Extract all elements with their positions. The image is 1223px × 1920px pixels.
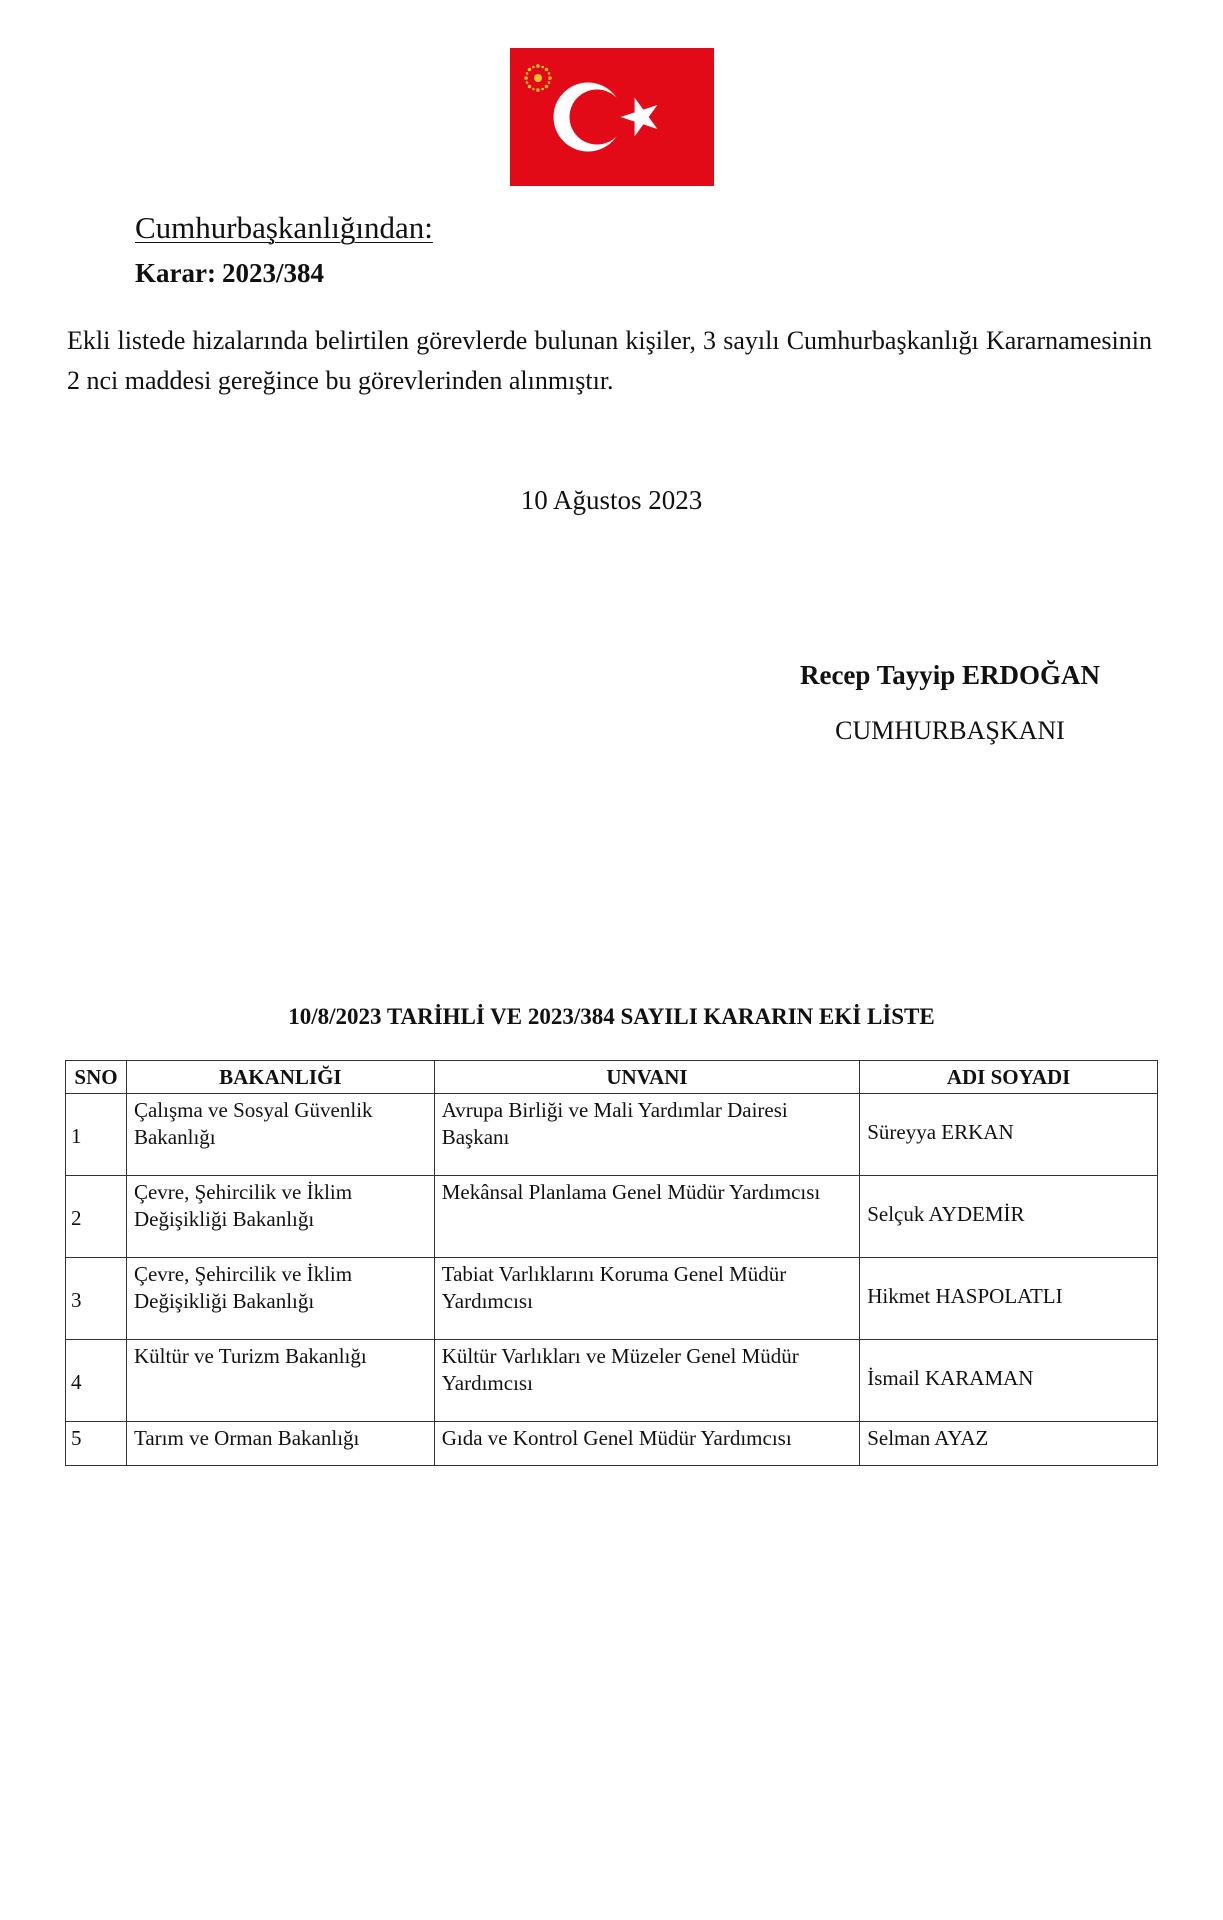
- table-row: [66, 1176, 1158, 1258]
- table-row: [66, 1094, 1158, 1176]
- column-header-name: ADI SOYADI: [860, 1061, 1158, 1094]
- row-ministry: Tarım ve Orman Bakanlığı: [126, 1422, 434, 1466]
- crescent-star-emblem: [510, 48, 714, 186]
- signer-name: Recep Tayyip ERDOĞAN: [799, 660, 1101, 690]
- row-sno: 4: [66, 1340, 127, 1422]
- decision-body: Ekli listede hizalarında belirtilen görevlerde bulunan kişiler, 3 sayılı Cumhurbaşkanlığı Kararnamesinin 2 nci maddesi gereğince bu görevlerinden alınmıştır.: [67, 326, 1152, 395]
- row-title: Mekânsal Planlama Genel Müdür Yardımcısı: [434, 1176, 860, 1258]
- appointment-list-table: [65, 1060, 1158, 1466]
- row-name: Selman AYAZ: [860, 1422, 1158, 1466]
- column-header-title: UNVANI: [434, 1061, 860, 1094]
- row-ministry: Çevre, Şehircilik ve İklim Değişikliği Bakanlığı: [126, 1258, 434, 1340]
- list-title: 10/8/2023 TARİHLİ VE 2023/384 SAYILI KARARIN EKİ LİSTE: [288, 1004, 935, 1029]
- row-sno: 5: [66, 1422, 127, 1466]
- row-sno: 3: [66, 1258, 127, 1340]
- row-title: Avrupa Birliği ve Mali Yardımlar Dairesi Başkanı: [434, 1094, 860, 1176]
- row-title: Tabiat Varlıklarını Koruma Genel Müdür Yardımcısı: [434, 1258, 860, 1340]
- row-name: Süreyya ERKAN: [860, 1094, 1158, 1176]
- row-sno: 2: [66, 1176, 127, 1258]
- table-row: [66, 1422, 1158, 1466]
- row-sno: 1: [66, 1094, 127, 1176]
- signer-title: CUMHURBAŞKANI: [835, 716, 1065, 745]
- row-ministry: Çalışma ve Sosyal Güvenlik Bakanlığı: [126, 1094, 434, 1176]
- decision-number: 2023/384: [221, 258, 324, 288]
- row-ministry: Kültür ve Turizm Bakanlığı: [126, 1340, 434, 1422]
- row-title: Kültür Varlıkları ve Müzeler Genel Müdür Yardımcısı: [434, 1340, 860, 1422]
- decision-line: [135, 258, 324, 289]
- presidential-seal-icon: [524, 64, 552, 92]
- row-name: Selçuk AYDEMİR: [860, 1176, 1158, 1258]
- table-header-row: [66, 1061, 1158, 1094]
- row-title: Gıda ve Kontrol Genel Müdür Yardımcısı: [434, 1422, 860, 1466]
- decision-label: Karar:: [135, 258, 216, 288]
- column-header-sno: SNO: [66, 1061, 127, 1094]
- row-ministry: Çevre, Şehircilik ve İklim Değişikliği Bakanlığı: [126, 1176, 434, 1258]
- turkish-flag-icon: [510, 48, 714, 186]
- table-row: [66, 1258, 1158, 1340]
- row-name: Hikmet HASPOLATLI: [860, 1258, 1158, 1340]
- column-header-ministry: BAKANLIĞI: [126, 1061, 434, 1094]
- table-row: [66, 1340, 1158, 1422]
- row-name: İsmail KARAMAN: [860, 1340, 1158, 1422]
- decision-date: 10 Ağustos 2023: [520, 485, 703, 515]
- issuing-authority: Cumhurbaşkanlığından:: [135, 210, 433, 245]
